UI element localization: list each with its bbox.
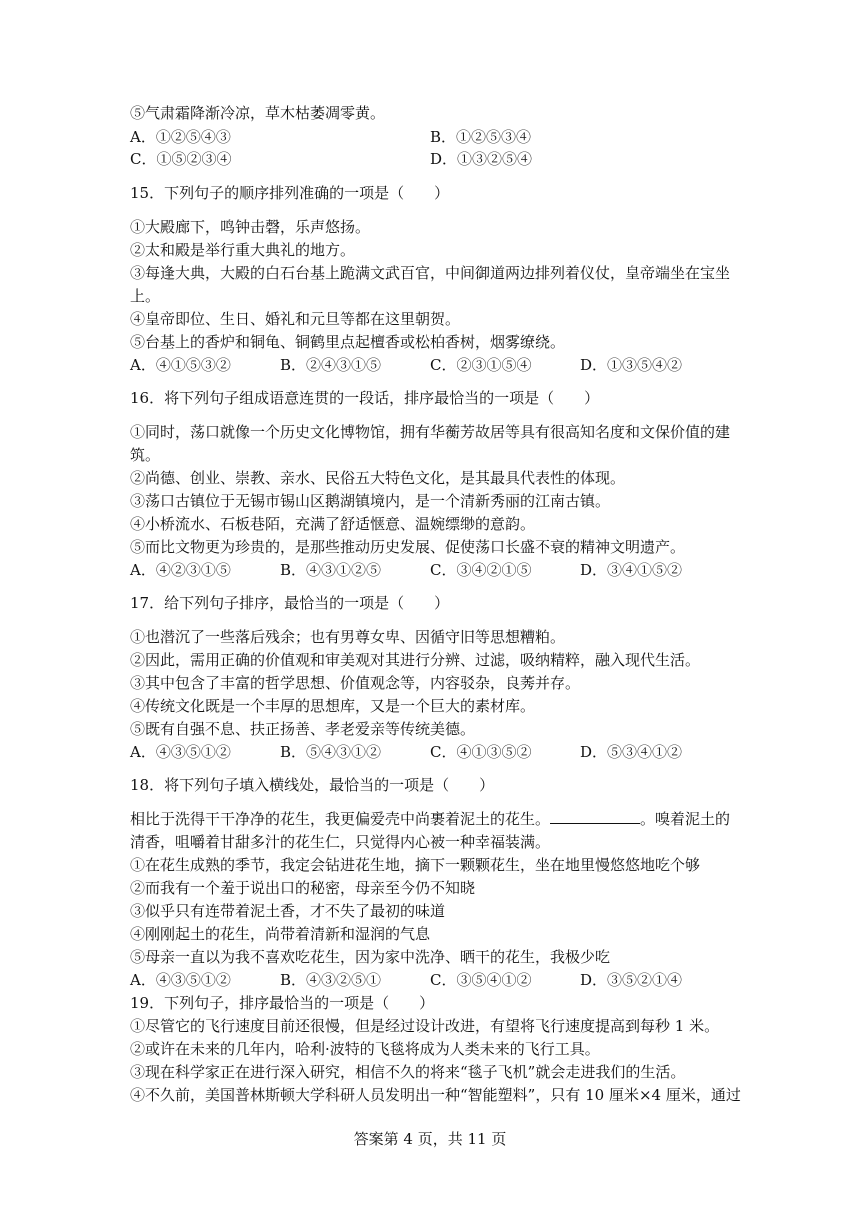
option-a: A．④①⑤③② bbox=[130, 356, 231, 374]
text-line: ⑤而比文物更为珍贵的，是那些推动历史发展、促使荡口长盛不衰的精神文明遗产。 bbox=[130, 538, 686, 556]
option-b: B．①②⑤③④ bbox=[430, 128, 532, 146]
option-d: D．①③⑤④② bbox=[580, 356, 683, 374]
text-line: 上。 bbox=[130, 287, 161, 305]
option-b: B．④③①②⑤ bbox=[280, 561, 382, 579]
passage-text: 相比于洗得干干净净的花生，我更偏爱壳中尚裹着泥土的花生。 bbox=[130, 810, 551, 828]
question-17: 17．给下列句子排序，最恰当的一项是（ ） bbox=[130, 594, 450, 612]
question-15: 15．下列句子的顺序排列准确的一项是（ ） bbox=[130, 184, 450, 202]
option-c: C．③⑤④①② bbox=[430, 971, 532, 989]
text-line: ④传统文化既是一个丰厚的思想库，又是一个巨大的素材库。 bbox=[130, 697, 536, 715]
text-line: ①在花生成熟的季节，我定会钻进花生地，摘下一颗颗花生，坐在地里慢悠悠地吃个够 bbox=[130, 856, 701, 874]
text-line: 筑。 bbox=[130, 446, 161, 464]
option-b: B．②④③①⑤ bbox=[280, 356, 382, 374]
option-d: D．③⑤②①④ bbox=[580, 971, 683, 989]
option-a: A．①②⑤④③ bbox=[130, 128, 231, 146]
option-c: C．③④②①⑤ bbox=[430, 561, 532, 579]
question-16: 16．将下列句子组成语意连贯的一段话，排序最恰当的一项是（ ） bbox=[130, 389, 600, 407]
option-a: A．④③⑤①② bbox=[130, 743, 231, 761]
option-d: D．⑤③④①② bbox=[580, 743, 683, 761]
text-line: ③荡口古镇位于无锡市锡山区鹅湖镇境内，是一个清新秀丽的江南古镇。 bbox=[130, 492, 611, 510]
option-a: A．④③⑤①② bbox=[130, 971, 231, 989]
text-line: ②而我有一个羞于说出口的秘密，母亲至今仍不知晓 bbox=[130, 879, 476, 897]
option-d: D．①③②⑤④ bbox=[430, 150, 533, 168]
text-line: ①大殿廊下，鸣钟击磬，乐声悠扬。 bbox=[130, 218, 371, 236]
option-b: B．⑤④③①② bbox=[280, 743, 382, 761]
text-line: ②太和殿是举行重大典礼的地方。 bbox=[130, 241, 356, 259]
text-line: ③其中包含了丰富的哲学思想、价值观念等，内容驳杂，良莠并存。 bbox=[130, 674, 581, 692]
text-line: 清香，咀嚼着甘甜多汁的花生仁，只觉得内心被一种幸福装满。 bbox=[130, 833, 551, 851]
text-line bbox=[130, 808, 730, 830]
option-a: A．④②③①⑤ bbox=[130, 561, 231, 579]
text-line: ②因此，需用正确的价值观和审美观对其进行分辨、过滤，吸纳精粹，融入现代生活。 bbox=[130, 651, 701, 669]
text-line: ③现在科学家正在进行深入研究，相信不久的将来“毯子飞机”就会走进我们的生活。 bbox=[130, 1063, 686, 1081]
question-18: 18．将下列句子填入横线处，最恰当的一项是（ ） bbox=[130, 776, 495, 794]
text-line: ⑤气肃霜降渐冷凉，草木枯萎凋零黄。 bbox=[130, 104, 386, 122]
option-c: C．②③①⑤④ bbox=[430, 356, 532, 374]
text-line: ⑤既有自强不息、扶正扬善、孝老爱亲等传统美德。 bbox=[130, 720, 476, 738]
text-line: ⑤母亲一直以为我不喜欢吃花生，因为家中洗净、晒干的花生，我极少吃 bbox=[130, 948, 611, 966]
option-c: C．④①③⑤② bbox=[430, 743, 532, 761]
text-line: ③似乎只有连带着泥土香，才不失了最初的味道 bbox=[130, 902, 446, 920]
text-line: ②或许在未来的几年内，哈利·波特的飞毯将成为人类未来的飞行工具。 bbox=[130, 1040, 600, 1058]
text-line: ①也潜沉了一些落后残余；也有男尊女卑、因循守旧等思想糟粕。 bbox=[130, 628, 566, 646]
option-c: C．①⑤②③④ bbox=[130, 150, 232, 168]
text-line: ③每逢大典，大殿的白石台基上跪满文武百官，中间御道两边排列着仪仗，皇帝端坐在宝坐 bbox=[130, 264, 731, 282]
passage-text: 。嗅着泥土的 bbox=[640, 810, 731, 828]
text-line: ②尚德、创业、崇教、亲水、民俗五大特色文化，是其最具代表性的体现。 bbox=[130, 469, 626, 487]
question-19: 19．下列句子，排序最恰当的一项是（ ） bbox=[130, 994, 435, 1012]
answer-blank bbox=[550, 809, 640, 824]
option-d: D．③④①⑤② bbox=[580, 561, 683, 579]
page-footer: 答案第 4 页，共 11 页 bbox=[353, 1130, 507, 1148]
text-line: ④皇帝即位、生日、婚礼和元旦等都在这里朝贺。 bbox=[130, 310, 461, 328]
text-line: ④刚刚起土的花生，尚带着清新和湿润的气息 bbox=[130, 925, 431, 943]
text-line: ①尽管它的飞行速度目前还很慢，但是经过设计改进，有望将飞行速度提高到每秒 1 米。 bbox=[130, 1017, 720, 1035]
text-line: ①同时，荡口就像一个历史文化博物馆，拥有华蘅芳故居等具有很高知名度和文保价值的建 bbox=[130, 423, 731, 441]
text-line: ⑤台基上的香炉和铜龟、铜鹤里点起檀香或松柏香树，烟雾缭绕。 bbox=[130, 333, 566, 351]
option-b: B．④③②⑤① bbox=[280, 971, 382, 989]
text-line: ④不久前，美国普林斯顿大学科研人员发明出一种“智能塑料”，只有 10 厘米×4 厘米，通过 bbox=[130, 1086, 741, 1104]
text-line: ④小桥流水、石板巷陌，充满了舒适惬意、温婉缥缈的意韵。 bbox=[130, 515, 536, 533]
